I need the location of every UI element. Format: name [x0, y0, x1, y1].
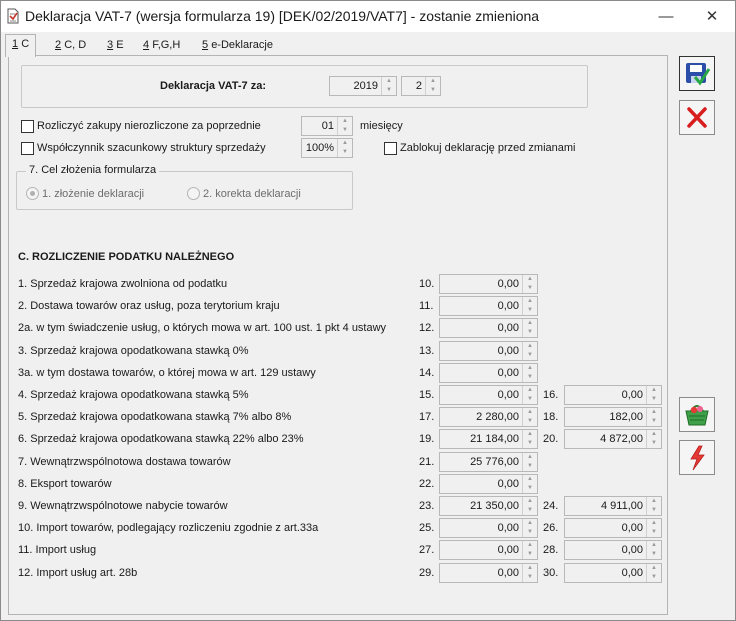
amount-field[interactable] [439, 341, 538, 361]
tax-field[interactable] [564, 518, 662, 538]
tab-f-g-h[interactable] [137, 36, 186, 56]
field-number: 27. [419, 544, 435, 556]
arrow-up-icon[interactable]: ▲ [651, 520, 657, 526]
arrow-up-icon[interactable]: ▲ [342, 140, 348, 146]
coefficient-arrows[interactable] [337, 139, 352, 157]
row-label: 3a. w tym dostawa towarów, o której mowa w art. 129 ustawy [18, 367, 316, 379]
tax-value: 4 911,00 [600, 500, 643, 512]
coefficient-label: Współczynnik szacunkowy struktury sprzedaży [37, 142, 266, 154]
row-label: 11. Import usług [18, 544, 97, 556]
tab-page-c [8, 55, 668, 615]
arrow-up-icon[interactable]: ▲ [527, 320, 533, 326]
months-stepper[interactable] [301, 116, 353, 136]
amount-value: 0,00 [497, 322, 519, 334]
arrow-down-icon[interactable]: ▼ [527, 529, 533, 535]
arrow-down-icon[interactable]: ▼ [430, 87, 436, 93]
arrow-down-icon[interactable]: ▼ [342, 127, 348, 133]
arrow-down-icon[interactable]: ▼ [527, 374, 533, 380]
lightning-button[interactable] [679, 440, 715, 475]
arrow-down-icon[interactable]: ▼ [651, 396, 657, 402]
amount-field[interactable] [439, 296, 538, 316]
row-label: 3. Sprzedaż krajowa opodatkowana stawką 0% [18, 345, 249, 357]
tax-field[interactable] [564, 385, 662, 405]
arrow-down-icon[interactable]: ▼ [527, 463, 533, 469]
field-number: 30. [543, 567, 559, 579]
arrow-up-icon[interactable]: ▲ [651, 542, 657, 548]
title-bar [1, 1, 735, 32]
tab-c[interactable] [5, 34, 36, 57]
amount-field[interactable] [439, 496, 538, 516]
basket-icon [680, 398, 714, 431]
field-number: 20. [543, 433, 559, 445]
amount-field[interactable] [439, 518, 538, 538]
amount-value: 0,00 [497, 367, 519, 379]
arrow-up-icon[interactable]: ▲ [342, 118, 348, 124]
row-label: 12. Import usług art. 28b [18, 567, 138, 579]
tax-arrows[interactable] [646, 386, 661, 404]
row-label: 2a. w tym świadczenie usług, o których mowa w art. 100 ust. 1 pkt 4 ustawy [18, 322, 387, 334]
tab-key: 5 [202, 39, 209, 51]
amount-arrows[interactable] [522, 408, 537, 426]
amount-value: 25 776,00 [470, 456, 519, 468]
amount-field[interactable] [439, 318, 538, 338]
field-number: 10. [419, 278, 435, 290]
tab-key: 1 [12, 38, 19, 50]
arrow-down-icon[interactable]: ▼ [527, 329, 533, 335]
cancel-icon [680, 101, 714, 134]
arrow-up-icon[interactable]: ▲ [651, 409, 657, 415]
field-number: 26. [543, 522, 559, 534]
tab-key: 3 [107, 39, 114, 51]
arrow-up-icon[interactable]: ▲ [651, 565, 657, 571]
tax-arrows[interactable] [646, 497, 661, 515]
field-number: 24. [543, 500, 559, 512]
period-box [21, 65, 588, 108]
year-value: 2019 [353, 80, 378, 92]
amount-field[interactable] [439, 385, 538, 405]
arrow-down-icon[interactable]: ▼ [527, 485, 533, 491]
row-label: 2. Dostawa towarów oraz usług, poza terytorium kraju [18, 300, 280, 312]
arrow-down-icon[interactable]: ▼ [527, 285, 533, 291]
field-number: 22. [419, 478, 435, 490]
arrow-up-icon[interactable]: ▲ [651, 431, 657, 437]
minimize-icon: — [658, 8, 674, 25]
year-stepper[interactable] [329, 76, 397, 96]
correction-radio[interactable] [187, 187, 200, 200]
amount-arrows[interactable] [522, 519, 537, 537]
amount-field[interactable] [439, 452, 538, 472]
amount-arrows[interactable] [522, 497, 537, 515]
app-icon [6, 8, 20, 24]
tax-arrows[interactable] [646, 408, 661, 426]
months-suffix: miesięcy [360, 120, 403, 132]
tab-e-deklaracje[interactable] [196, 36, 279, 56]
arrow-up-icon[interactable]: ▲ [527, 387, 533, 393]
month-value: 2 [415, 80, 422, 92]
amount-value: 0,00 [497, 345, 519, 357]
arrow-down-icon[interactable]: ▼ [651, 551, 657, 557]
arrow-up-icon[interactable]: ▲ [527, 431, 533, 437]
tax-arrows[interactable] [646, 541, 661, 559]
lightning-icon [680, 441, 714, 474]
purpose-legend: 7. Cel złożenia formularza [26, 164, 159, 176]
arrow-down-icon[interactable]: ▼ [386, 87, 392, 93]
tab-c-d[interactable] [49, 36, 92, 56]
field-number: 14. [419, 367, 435, 379]
window-title: Deklaracja VAT-7 (wersja formularza 19) [DEK/02/2019/VAT7] - zostanie zmieniona [25, 8, 540, 24]
row-label: 5. Sprzedaż krajowa opodatkowana stawką 7% albo 8% [18, 411, 292, 423]
amount-arrows[interactable] [522, 297, 537, 315]
amount-arrows[interactable] [522, 386, 537, 404]
section-title: C. ROZLICZENIE PODATKU NALEŻNEGO [18, 251, 235, 263]
tab-label: E [116, 39, 124, 51]
tax-arrows[interactable] [646, 564, 661, 582]
amount-arrows[interactable] [522, 275, 537, 293]
tab-key: 4 [143, 39, 150, 51]
arrow-up-icon[interactable]: ▲ [527, 409, 533, 415]
lock-declaration-checkbox[interactable] [384, 142, 397, 155]
amount-value: 0,00 [497, 478, 519, 490]
settle-purchases-checkbox[interactable] [21, 120, 34, 133]
field-number: 25. [419, 522, 435, 534]
tab-label: C [21, 38, 30, 50]
coefficient-checkbox[interactable] [21, 142, 34, 155]
field-number: 29. [419, 567, 435, 579]
field-number: 15. [419, 389, 435, 401]
amount-field[interactable] [439, 540, 538, 560]
arrow-down-icon[interactable]: ▼ [527, 507, 533, 513]
tax-value: 182,00 [609, 411, 643, 423]
save-button[interactable] [679, 56, 715, 91]
tax-value: 0,00 [621, 567, 643, 579]
arrow-down-icon[interactable]: ▼ [651, 440, 657, 446]
field-number: 12. [419, 322, 435, 334]
row-label: 9. Wewnątrzwspólnotowe nabycie towarów [18, 500, 228, 512]
arrow-up-icon[interactable]: ▲ [527, 476, 533, 482]
amount-value: 0,00 [497, 300, 519, 312]
amount-field[interactable] [439, 474, 538, 494]
tab-e[interactable] [101, 36, 130, 56]
lock-declaration-label: Zablokuj deklarację przed zmianami [400, 142, 576, 154]
amount-value: 2 280,00 [476, 411, 519, 423]
close-window-button[interactable] [689, 1, 735, 32]
amount-field[interactable] [439, 407, 538, 427]
month-stepper[interactable] [401, 76, 441, 96]
tax-arrows[interactable] [646, 519, 661, 537]
arrow-up-icon[interactable]: ▲ [527, 365, 533, 371]
arrow-up-icon[interactable]: ▲ [430, 78, 436, 84]
row-label: 4. Sprzedaż krajowa opodatkowana stawką 5% [18, 389, 249, 401]
tax-field[interactable] [564, 563, 662, 583]
cancel-button[interactable] [679, 100, 715, 135]
arrow-down-icon[interactable]: ▼ [651, 529, 657, 535]
amount-value: 0,00 [497, 389, 519, 401]
tax-value: 0,00 [621, 544, 643, 556]
month-arrows[interactable] [425, 77, 440, 95]
minimize-button[interactable] [643, 1, 689, 32]
tab-label: e-Deklaracje [211, 39, 273, 51]
tax-field[interactable] [564, 429, 662, 449]
submission-radio[interactable] [26, 187, 39, 200]
arrow-down-icon[interactable]: ▼ [527, 440, 533, 446]
row-label: 6. Sprzedaż krajowa opodatkowana stawką 22% albo 23% [18, 433, 304, 445]
arrow-down-icon[interactable]: ▼ [527, 574, 533, 580]
submission-label: 1. złożenie deklaracji [42, 188, 145, 200]
amount-arrows[interactable] [522, 430, 537, 448]
amount-field[interactable] [439, 429, 538, 449]
arrow-down-icon[interactable]: ▼ [651, 418, 657, 424]
field-number: 23. [419, 500, 435, 512]
row-label: 1. Sprzedaż krajowa zwolniona od podatku [18, 278, 228, 290]
arrow-up-icon[interactable]: ▲ [527, 520, 533, 526]
correction-label: 2. korekta deklaracji [203, 188, 301, 200]
row-label: 10. Import towarów, podlegający rozliczeniu zgodnie z art.33a [18, 522, 319, 534]
declaration-period-label: Deklaracja VAT-7 za: [160, 80, 266, 92]
tab-label: C, D [64, 39, 87, 51]
arrow-up-icon[interactable]: ▲ [527, 276, 533, 282]
arrow-up-icon[interactable]: ▲ [527, 298, 533, 304]
tax-arrows[interactable] [646, 430, 661, 448]
arrow-up-icon[interactable]: ▲ [651, 498, 657, 504]
amount-arrows[interactable] [522, 342, 537, 360]
amount-field[interactable] [439, 563, 538, 583]
amount-arrows[interactable] [522, 475, 537, 493]
arrow-down-icon[interactable]: ▼ [527, 396, 533, 402]
months-value: 01 [321, 120, 334, 132]
field-number: 28. [543, 544, 559, 556]
arrow-up-icon[interactable]: ▲ [527, 454, 533, 460]
arrow-down-icon[interactable]: ▼ [651, 507, 657, 513]
arrow-down-icon[interactable]: ▼ [527, 307, 533, 313]
amount-value: 21 350,00 [470, 500, 519, 512]
row-label: 8. Eksport towarów [18, 478, 112, 490]
amount-value: 0,00 [497, 567, 519, 579]
arrow-up-icon[interactable]: ▲ [527, 343, 533, 349]
amount-arrows[interactable] [522, 453, 537, 471]
arrow-down-icon[interactable]: ▼ [527, 352, 533, 358]
tax-field[interactable] [564, 407, 662, 427]
amount-arrows[interactable] [522, 319, 537, 337]
amount-field[interactable] [439, 274, 538, 294]
amount-value: 0,00 [497, 278, 519, 290]
field-number: 13. [419, 345, 435, 357]
arrow-down-icon[interactable]: ▼ [342, 149, 348, 155]
tab-label: F,G,H [152, 39, 181, 51]
field-number: 19. [419, 433, 435, 445]
field-number: 21. [419, 456, 435, 468]
amount-value: 0,00 [497, 522, 519, 534]
field-number: 16. [543, 389, 559, 401]
settle-purchases-label: Rozliczyć zakupy nierozliczone za poprzednie [37, 120, 261, 132]
arrow-down-icon[interactable]: ▼ [527, 418, 533, 424]
tax-value: 0,00 [621, 522, 643, 534]
arrow-up-icon[interactable]: ▲ [527, 542, 533, 548]
arrow-up-icon[interactable]: ▲ [527, 565, 533, 571]
coefficient-value: 100% [305, 142, 334, 154]
arrow-up-icon[interactable]: ▲ [386, 78, 392, 84]
field-number: 17. [419, 411, 435, 423]
amount-arrows[interactable] [522, 364, 537, 382]
basket-button[interactable] [679, 397, 715, 432]
arrow-down-icon[interactable]: ▼ [527, 551, 533, 557]
tax-value: 0,00 [621, 389, 643, 401]
arrow-down-icon[interactable]: ▼ [651, 574, 657, 580]
tab-key: 2 [55, 39, 62, 51]
year-arrows[interactable] [381, 77, 396, 95]
field-number: 18. [543, 411, 559, 423]
amount-field[interactable] [439, 363, 538, 383]
save-icon [680, 57, 714, 90]
amount-arrows[interactable] [522, 541, 537, 559]
field-number: 11. [419, 300, 434, 312]
row-label: 7. Wewnątrzwspólnotowa dostawa towarów [18, 456, 231, 468]
amount-value: 21 184,00 [470, 433, 519, 445]
amount-value: 0,00 [497, 544, 519, 556]
tax-value: 4 872,00 [600, 433, 643, 445]
close-icon: ✕ [705, 8, 719, 25]
tax-field[interactable] [564, 496, 662, 516]
amount-arrows[interactable] [522, 564, 537, 582]
months-arrows[interactable] [337, 117, 352, 135]
tax-field[interactable] [564, 540, 662, 560]
arrow-up-icon[interactable]: ▲ [527, 498, 533, 504]
arrow-up-icon[interactable]: ▲ [651, 387, 657, 393]
coefficient-stepper[interactable] [301, 138, 353, 158]
